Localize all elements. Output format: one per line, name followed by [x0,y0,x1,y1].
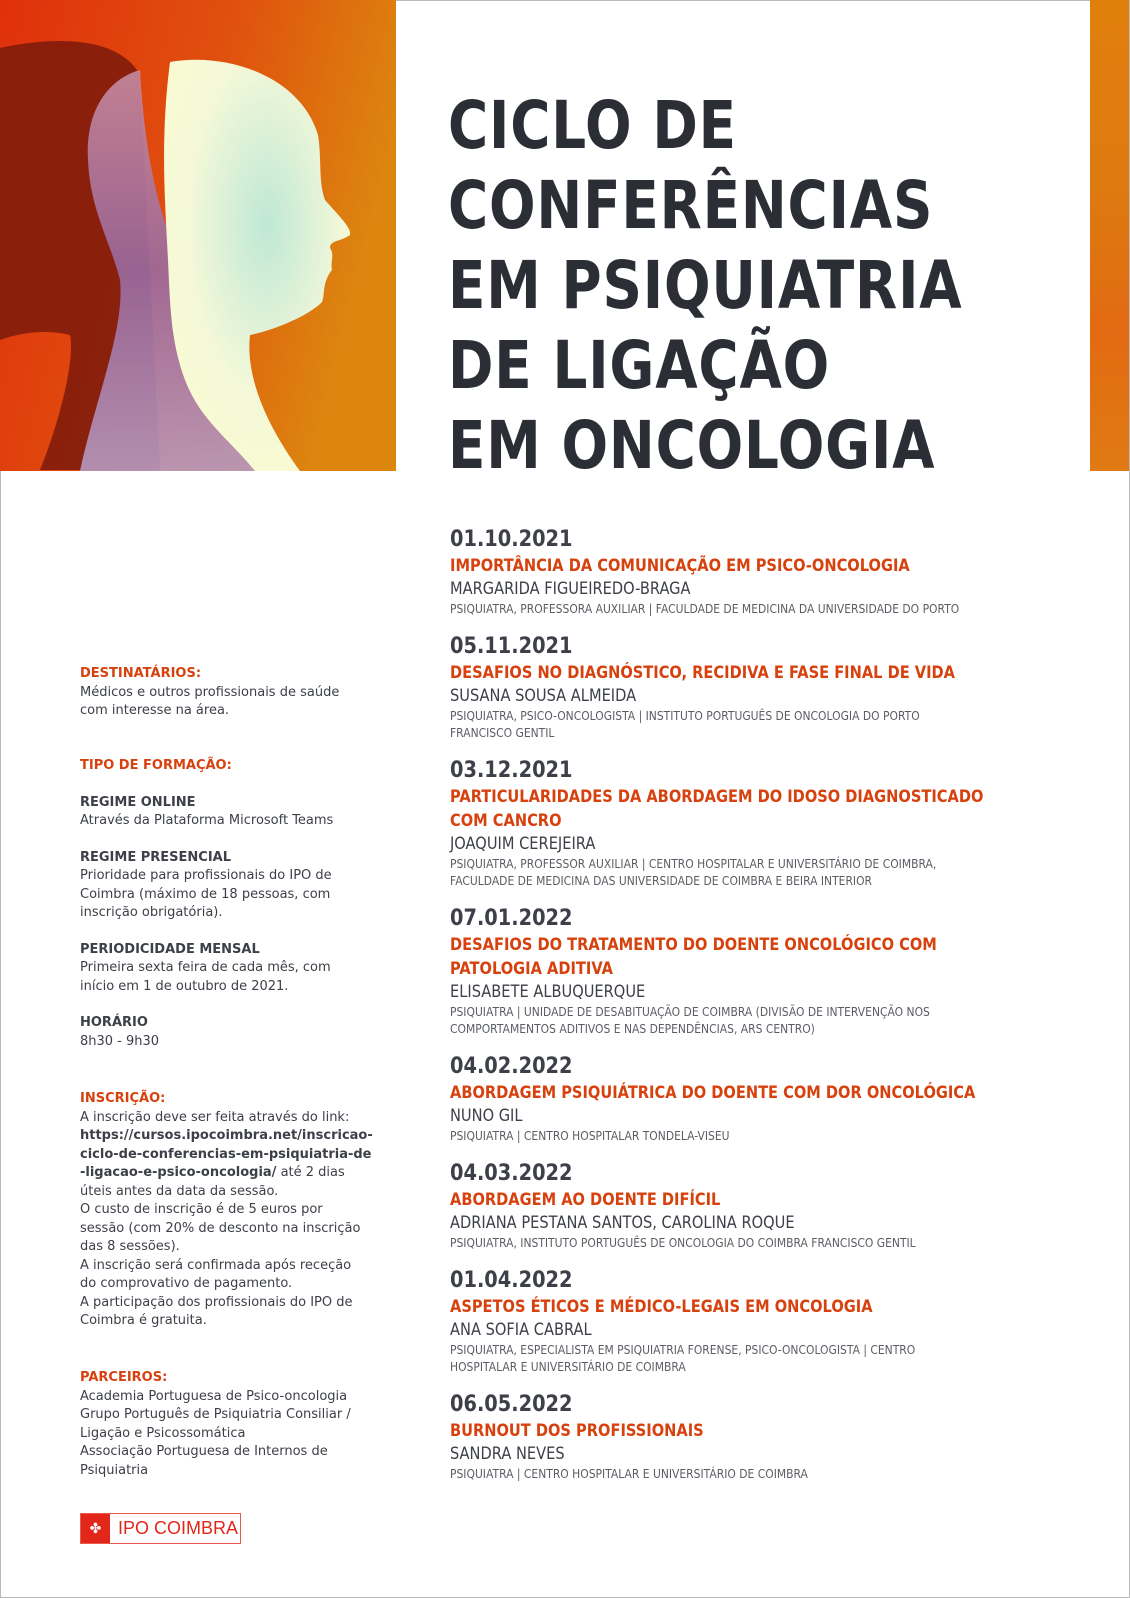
session-affiliation: PSIQUIATRA, INSTITUTO PORTUGUÊS DE ONCOLOGIA DO COIMBRA FRANCISCO GENTIL [450,1235,916,1250]
section-text: das 8 sessões). [80,1239,180,1254]
profile-heads-illustration [0,0,396,471]
section-text: Médicos e outros profissionais de saúde [80,684,340,700]
session-topic: PARTICULARIDADES DA ABORDAGEM DO IDOSO DIAGNOSTICADO [450,787,984,807]
partner-item: Associação Portuguesa de Internos de [80,1444,328,1459]
section-text: sessão (com 20% de desconto na inscrição [80,1220,361,1236]
session-topic: IMPORTÂNCIA DA COMUNICAÇÃO EM PSICO-ONCOLOGIA [450,556,910,576]
session-affiliation: PSIQUIATRA, ESPECIALISTA EM PSIQUIATRIA FORENSE, PSICO-ONCOLOGISTA | CENTRO [450,1342,916,1357]
session-item [450,633,1070,741]
session-item [450,905,1070,1037]
section-text: até 2 dias [276,1165,345,1180]
partner-item: Grupo Português de Psiquiatria Consiliar / [80,1407,351,1422]
partner-item: Ligação e Psicossomática [80,1425,246,1441]
audience-section [80,665,380,721]
section-heading: TIPO DE FORMAÇÃO: [80,758,232,773]
session-affiliation: HOSPITALAR E UNIVERSITÁRIO DE COIMBRA [450,1359,686,1374]
session-item [450,1267,1070,1375]
section-text: Prioridade para profissionais do IPO de [80,868,332,883]
session-affiliation: PSIQUIATRA | UNIDADE DE DESABITUAÇÃO DE COIMBRA (DIVISÃO DE INTERVENÇÃO NOS [450,1004,930,1019]
registration-link[interactable]: https://cursos.ipocoimbra.net/inscricao- [80,1128,373,1143]
section-text: início em 1 de outubro de 2021. [80,978,289,994]
section-text: com interesse na área. [80,703,230,718]
session-item [450,1160,1070,1251]
partner-item: Psiquiatria [80,1462,149,1478]
session-affiliation: PSIQUIATRA, PROFESSOR AUXILIAR | CENTRO HOSPITALAR E UNIVERSITÁRIO DE COIMBRA, [450,856,937,871]
section-text: Coimbra (máximo de 18 pessoas, com [80,886,331,902]
decorative-strip [1090,0,1129,471]
section-text: A inscrição deve ser feita através do link: [80,1109,350,1125]
section-text: 8h30 - 9h30 [80,1033,160,1049]
section-text: A inscrição será confirmada após receção [80,1257,352,1273]
training-type-section [80,757,380,1051]
partners-section [80,1369,380,1480]
section-text: Através da Plataforma Microsoft Teams [80,813,334,828]
title-line: EM ONCOLOGIA [448,407,936,484]
session-affiliation: PSIQUIATRA | CENTRO HOSPITALAR TONDELA-VISEU [450,1128,730,1143]
title-line: DE LIGAÇÃO [448,327,831,404]
section-text: do comprovativo de pagamento. [80,1276,293,1291]
session-item [450,526,1070,617]
subsection-heading: HORÁRIO [80,1015,148,1030]
session-date: 05.11.2021 [450,634,573,659]
logo-text: IPO COIMBRA [118,1518,239,1538]
session-speaker: SUSANA SOUSA ALMEIDA [450,686,637,706]
session-date: 01.10.2021 [450,527,573,552]
section-heading: INSCRIÇÃO: [80,1091,166,1106]
title-line: CICLO DE [448,87,737,164]
hero-illustration [0,0,396,471]
session-affiliation: PSIQUIATRA | CENTRO HOSPITALAR E UNIVERSITÁRIO DE COIMBRA [450,1466,808,1481]
section-heading: PARCEIROS: [80,1370,168,1385]
session-date: 01.04.2022 [450,1268,573,1293]
registration-section [80,1090,380,1331]
section-text: A participação dos profissionais do IPO de [80,1294,353,1310]
session-affiliation: COMPORTAMENTOS ADITIVOS E NAS DEPENDÊNCIAS, ARS CENTRO) [450,1021,815,1036]
session-date: 04.03.2022 [450,1161,573,1186]
session-topic: BURNOUT DOS PROFISSIONAIS [450,1421,704,1441]
registration-link[interactable]: ciclo-de-conferencias-em-psiquiatria-de [80,1146,372,1162]
session-speaker: NUNO GIL [450,1106,523,1126]
session-item [450,1053,1070,1144]
section-heading: DESTINATÁRIOS: [80,666,202,681]
title-line: CONFERÊNCIAS [448,167,934,244]
subsection-heading: REGIME ONLINE [80,794,196,810]
section-text: O custo de inscrição é de 5 euros por [80,1202,323,1217]
session-topic: PATOLOGIA ADITIVA [450,959,613,979]
session-date: 06.05.2022 [450,1392,573,1417]
section-text: inscrição obrigatória). [80,905,223,920]
session-item [450,1391,1070,1482]
session-speaker: ELISABETE ALBUQUERQUE [450,982,646,1002]
title-line: EM PSIQUIATRIA [448,247,963,324]
subsection-heading: REGIME PRESENCIAL [80,849,232,865]
session-affiliation: FACULDADE DE MEDICINA DAS UNIVERSIDADE DE COIMBRA E BEIRA INTERIOR [450,873,873,888]
session-topic: ABORDAGEM AO DOENTE DIFÍCIL [450,1190,721,1210]
section-text: úteis antes da data da sessão. [80,1183,279,1199]
ipo-coimbra-logo [80,1513,241,1544]
session-speaker: SANDRA NEVES [450,1444,565,1464]
session-speaker: ANA SOFIA CABRAL [450,1320,592,1340]
session-date: 04.02.2022 [450,1054,573,1079]
section-text: Coimbra é gratuita. [80,1313,207,1328]
session-date: 07.01.2022 [450,906,573,931]
registration-link[interactable]: -ligacao-e-psico-oncologia/ [80,1165,277,1180]
session-topic: ASPETOS ÉTICOS E MÉDICO-LEGAIS EM ONCOLOGIA [450,1297,873,1317]
poster-title [448,86,963,486]
session-list [450,526,1070,1496]
partner-item: Academia Portuguesa de Psico-oncologia [80,1388,348,1404]
session-affiliation: PSIQUIATRA, PROFESSORA AUXILIAR | FACULDADE DE MEDICINA DA UNIVERSIDADE DO PORTO [450,601,960,616]
section-text: Primeira sexta feira de cada mês, com [80,960,331,975]
subsection-heading: PERIODICIDADE MENSAL [80,941,260,957]
session-topic: COM CANCRO [450,811,562,831]
session-item [450,757,1070,889]
session-speaker: JOAQUIM CEREJEIRA [450,834,596,854]
session-speaker: ADRIANA PESTANA SANTOS, CAROLINA ROQUE [450,1213,795,1233]
session-affiliation: FRANCISCO GENTIL [450,725,555,740]
session-date: 03.12.2021 [450,758,573,783]
session-affiliation: PSIQUIATRA, PSICO-ONCOLOGISTA | INSTITUTO PORTUGUÊS DE ONCOLOGIA DO PORTO [450,708,920,723]
session-topic: DESAFIOS NO DIAGNÓSTICO, RECIDIVA E FASE FINAL DE VIDA [450,663,956,683]
session-speaker: MARGARIDA FIGUEIREDO-BRAGA [450,579,691,599]
session-topic: DESAFIOS DO TRATAMENTO DO DOENTE ONCOLÓGICO COM [450,935,937,955]
session-topic: ABORDAGEM PSIQUIÁTRICA DO DOENTE COM DOR ONCOLÓGICA [450,1083,976,1103]
ipo-emblem-icon: ✤ [81,1514,110,1543]
